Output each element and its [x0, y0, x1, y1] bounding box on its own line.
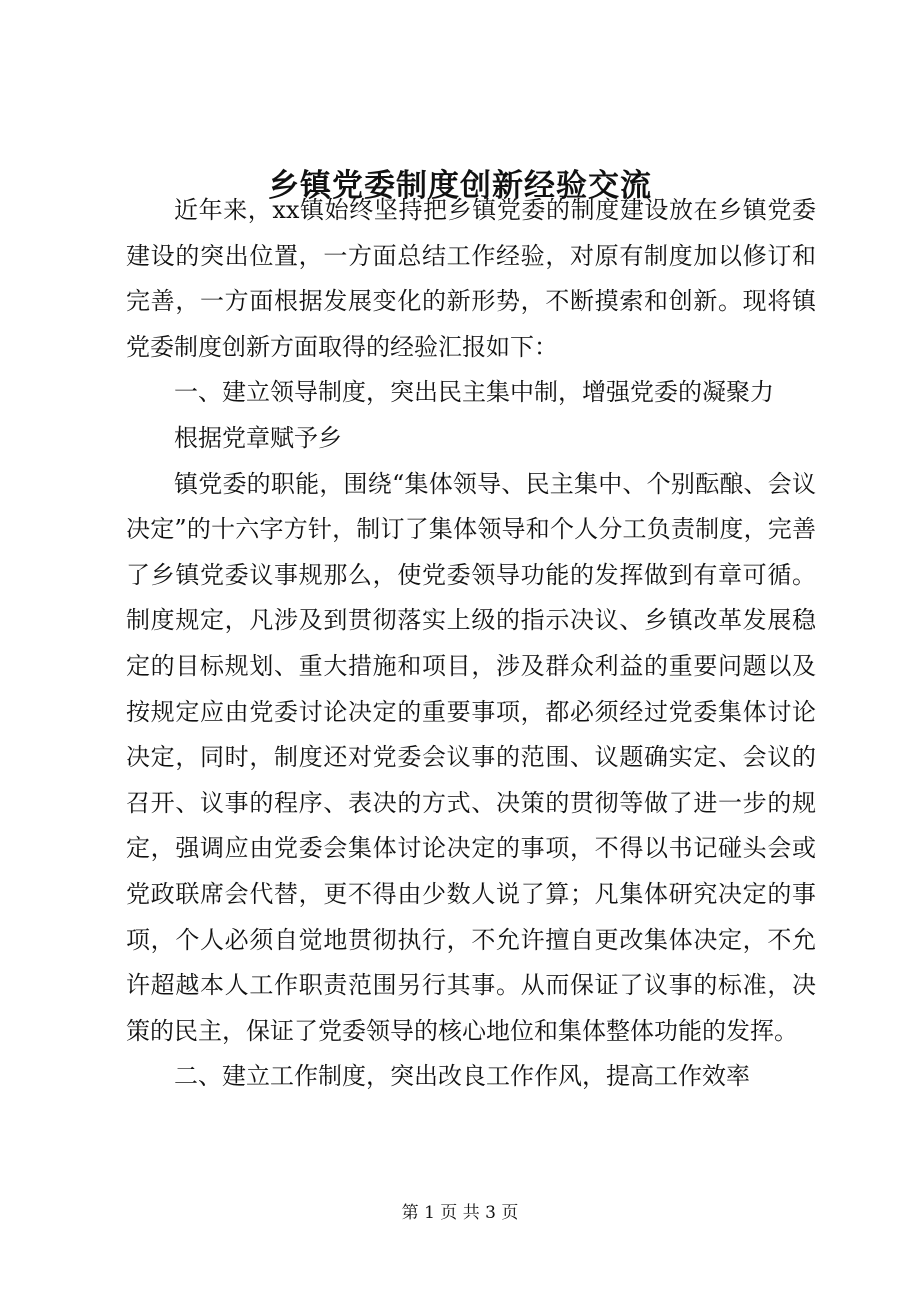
page-number-footer: 第 1 页 共 3 页 — [401, 1203, 519, 1223]
paragraph-leadership-system: 镇党委的职能，围绕“集体领导、民主集中、个别酝酿、会议决定”的十六字方针，制订了集体领导和个人分工负责制度，完善了乡镇党委议事规那么，使党委领导功能的发挥做到有章可循。制度规定，凡涉及到贯彻落实上级的指示决议、乡镇改革发展稳定的目标规划、重大措施和项目，涉及群众利益的重要问题以及按规定应由党委讨论决定的重要事项，都必须经过党委集体讨论决定，同时，制度还对党委会议事的范围、议题确实定、会议的召开、议事的程序、表决的方式、决策的贯彻等做了进一步的规定，强调应由党委会集体讨论决定的事项，不得以书记碰头会或党政联席会代替，更不得由少数人说了算；凡集体研究决定的事项，个人必须自觉地贯彻执行，不允许擅自更改集体决定，不允许超越本人工作职责范围另行其事。从而保证了议事的标准，决策的民主，保证了党委领导的核心地位和集体整体功能的发挥。 — [126, 469, 816, 1045]
document-body — [126, 188, 816, 1100]
section-heading-2: 二、建立工作制度，突出改良工作作风，提高工作效率 — [174, 1062, 750, 1091]
document-title: 乡镇党委制度创新经验交流 — [268, 168, 652, 204]
section-heading-1: 一、建立领导制度，突出民主集中制，增强党委的凝聚力 — [174, 378, 774, 407]
paragraph-intro: 近年来，xx镇始终坚持把乡镇党委的制度建设放在乡镇党委建设的突出位置，一方面总结工作经验，对原有制度加以修订和完善，一方面根据发展变化的新形势，不断摸索和创新。现将镇党委制度创新方面取得的经验汇报如下： — [126, 196, 816, 361]
paragraph-fragment: 根据党章赋予乡 — [174, 423, 342, 452]
